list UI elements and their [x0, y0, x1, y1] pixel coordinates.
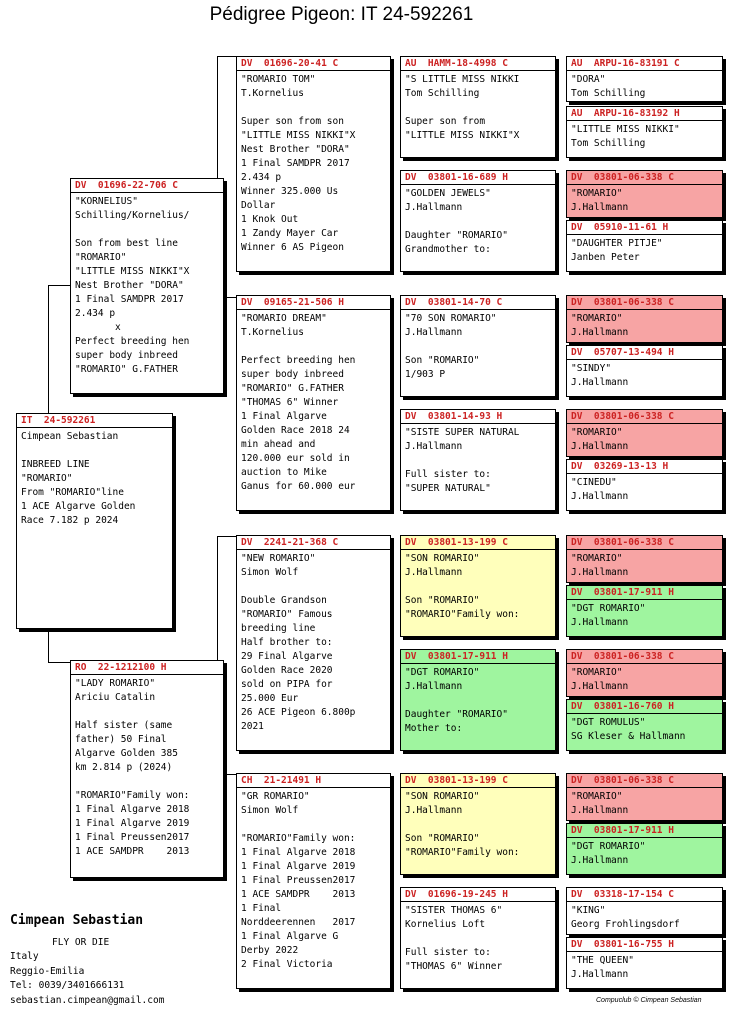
connector-line [217, 536, 236, 537]
pigeon-details: "ROMARIO" J.Hallmann [571, 427, 629, 452]
pigeon-card-ancestor[interactable] [566, 937, 723, 989]
ring-number: DV 03801-16-755 H [567, 938, 722, 952]
pigeon-card-grandparent[interactable] [236, 56, 391, 272]
page-title: Pédigree Pigeon: IT 24-592261 [209, 4, 474, 25]
ring-number: DV 05707-13-494 H [567, 346, 722, 360]
pigeon-card-ancestor[interactable] [566, 56, 723, 102]
ring-number: RO 22-1212100 H [71, 661, 223, 675]
pigeon-details: "ROMARIO TOM" T.Kornelius Super son from son "LITTLE MISS NIKKI"X Nest Brother "DORA" 1 Final SAMDPR 2017 2.434 p Winner 325.000 Us Dollar 1 Knok Out 1 Zandy Mayer Car Winner 6 AS Pigeon [241, 74, 356, 253]
ring-number: DV 03801-14-70 C [401, 296, 555, 310]
ring-number: DV 03801-16-689 H [401, 171, 555, 185]
pigeon-card-great-grandparent[interactable] [400, 887, 556, 989]
ring-number: DV 03801-17-911 H [567, 586, 722, 600]
pigeon-card-ancestor[interactable] [566, 170, 723, 218]
pigeon-details: "ROMARIO" J.Hallmann [571, 313, 629, 338]
ring-number: DV 03801-06-338 C [567, 410, 722, 424]
pigeon-card-ancestor[interactable] [566, 345, 723, 397]
ring-number: DV 01696-20-41 C [237, 57, 390, 71]
pigeon-card-ancestor[interactable] [566, 106, 723, 158]
pigeon-details: "DORA" Tom Schilling [571, 74, 646, 99]
pigeon-card-ancestor[interactable] [566, 220, 723, 272]
pigeon-card-ancestor[interactable] [566, 409, 723, 457]
ring-number: DV 2241-21-368 C [237, 536, 390, 550]
pigeon-card-ancestor[interactable] [566, 887, 723, 935]
pigeon-card-ancestor[interactable] [566, 823, 723, 875]
pigeon-card-grandparent[interactable] [236, 535, 391, 751]
ring-number: DV 03801-16-760 H [567, 700, 722, 714]
pigeon-card-grandparent[interactable] [236, 295, 391, 511]
pigeon-details: "ROMARIO" J.Hallmann [571, 667, 629, 692]
pigeon-card-ancestor[interactable] [566, 773, 723, 821]
pigeon-details: Cimpean Sebastian INBREED LINE "ROMARIO" From "ROMARIO"line 1 ACE Algarve Golden Race 7.182 p 2024 [21, 431, 136, 526]
pigeon-card-ancestor[interactable] [566, 585, 723, 637]
pigeon-details: "DAUGHTER PITJE" Janben Peter [571, 238, 663, 263]
pigeon-card-grandparent[interactable] [236, 773, 391, 989]
connector-line [217, 536, 218, 662]
pigeon-card-great-grandparent[interactable] [400, 409, 556, 511]
ring-number: DV 03801-06-338 C [567, 774, 722, 788]
connector-line [48, 662, 70, 663]
pigeon-details: "S LITTLE MISS NIKKI Tom Schilling Super son from "LITTLE MISS NIKKI"X [405, 74, 520, 141]
ring-number: DV 01696-19-245 H [401, 888, 555, 902]
pigeon-card-great-grandparent[interactable] [400, 295, 556, 397]
pigeon-card-ancestor[interactable] [566, 699, 723, 751]
pigeon-details: "THE QUEEN" J.Hallmann [571, 955, 634, 980]
connector-line [48, 285, 49, 413]
connector-line [48, 285, 70, 286]
pigeon-card-great-grandparent[interactable] [400, 535, 556, 637]
ring-number: DV 03801-06-338 C [567, 536, 722, 550]
pigeon-details: "KING" Georg Frohlingsdorf [571, 905, 680, 930]
pigeon-card-ancestor[interactable] [566, 295, 723, 343]
ring-number: DV 03801-13-199 C [401, 536, 555, 550]
ring-number: AU ARPU-16-83191 C [567, 57, 722, 71]
ring-number: DV 03801-17-911 H [567, 824, 722, 838]
pigeon-details: "NEW ROMARIO" Simon Wolf Double Grandson "ROMARIO" Famous breeding line Half brother to: 29 Final Algarve Golden Race 2020 sold on PIPA for 25.000 Eur 26 ACE Pigeon 6.800p 2021 [241, 553, 356, 732]
pigeon-details: "KORNELIUS" Schilling/Kornelius/ Son from best line "ROMARIO" "LITTLE MISS NIKKI"X Nest Brother "DORA" 1 Final SAMDPR 2017 2.434 p x Perfect breeding hen super body inbreed "ROMARIO" G.FATHER [75, 196, 190, 375]
ring-number: DV 01696-22-706 C [71, 179, 223, 193]
connector-line [48, 629, 49, 662]
pigeon-details: "DGT ROMARIO" J.Hallmann [571, 603, 646, 628]
ring-number: DV 03801-06-338 C [567, 171, 722, 185]
pigeon-card-great-grandparent[interactable] [400, 56, 556, 158]
ring-number: DV 09165-21-506 H [237, 296, 390, 310]
pigeon-details: "70 SON ROMARIO" J.Hallmann Son "ROMARIO" 1/903 P [405, 313, 497, 380]
ring-number: DV 03801-13-199 C [401, 774, 555, 788]
pigeon-details: "DGT ROMARIO" J.Hallmann [571, 841, 646, 866]
pigeon-details: "SINDY" J.Hallmann [571, 363, 629, 388]
connector-line [217, 56, 218, 178]
owner-contact: Italy Reggio-Emilia Tel: 0039/3401666131 sebastian.cimpean@gmail.com [10, 951, 165, 1006]
pigeon-details: "GR ROMARIO" Simon Wolf "ROMARIO"Family won: 1 Final Algarve 2018 1 Final Algarve 2019 1 Final Preussen2017 1 ACE SAMDPR 2013 1 Final Norddeerennen 2017 1 Final Algarve G Derby 2022 2 Final Victoria [241, 791, 356, 970]
pigeon-card-great-grandparent[interactable] [400, 773, 556, 875]
ring-number: DV 03801-06-338 C [567, 650, 722, 664]
pigeon-details: "DGT ROMARIO" J.Hallmann Daughter "ROMARIO" Mother to: [405, 667, 508, 734]
pigeon-details: "SON ROMARIO" J.Hallmann Son "ROMARIO" "ROMARIO"Family won: [405, 791, 520, 858]
ring-number: DV 03801-14-93 H [401, 410, 555, 424]
software-credit: Compuclub © Cimpean Sebastian [596, 997, 702, 1004]
pigeon-details: "CINEDU" J.Hallmann [571, 477, 629, 502]
pigeon-details: "DGT ROMULUS" SG Kleser & Hallmann [571, 717, 686, 742]
pigeon-card-ancestor[interactable] [566, 459, 723, 511]
pigeon-details: "SISTE SUPER NATURAL J.Hallmann Full sister to: "SUPER NATURAL" [405, 427, 520, 494]
ring-number: DV 03269-13-13 H [567, 460, 722, 474]
pigeon-details: "ROMARIO DREAM" T.Kornelius Perfect breeding hen super body inbreed "ROMARIO" G.FATHER "THOMAS 6" Winner 1 Final Algarve Golden Race 2018 24 min ahead and 120.000 eur sold in auction to Mike Ganus for 60.000 eur [241, 313, 356, 492]
pigeon-details: "ROMARIO" J.Hallmann [571, 553, 629, 578]
ring-number: DV 05910-11-61 H [567, 221, 722, 235]
ring-number: DV 03801-06-338 C [567, 296, 722, 310]
pigeon-details: "LADY ROMARIO" Ariciu Catalin Half sister (same father) 50 Final Algarve Golden 385 km 2.814 p (2024) "ROMARIO"Family won: 1 Final Algarve 2018 1 Final Algarve 2019 1 Final Preussen2017 1 ACE SAMDPR 2013 [75, 678, 190, 857]
pigeon-details: "SON ROMARIO" J.Hallmann Son "ROMARIO" "ROMARIO"Family won: [405, 553, 520, 620]
pigeon-card-great-grandparent[interactable] [400, 170, 556, 272]
pigeon-card-ancestor[interactable] [566, 535, 723, 583]
pigeon-card-great-grandparent[interactable] [400, 649, 556, 751]
pigeon-details: "ROMARIO" J.Hallmann [571, 188, 629, 213]
owner-motto: FLY OR DIE [52, 937, 110, 948]
pigeon-details: "GOLDEN JEWELS" J.Hallmann Daughter "ROMARIO" Grandmother to: [405, 188, 508, 255]
pigeon-card-father[interactable] [70, 178, 224, 394]
ring-number: AU HAMM-18-4998 C [401, 57, 555, 71]
ring-number: IT 24-592261 [17, 414, 172, 428]
pigeon-details: "SISTER THOMAS 6" Kornelius Loft Full sister to: "THOMAS 6" Winner [405, 905, 503, 972]
pigeon-card-ancestor[interactable] [566, 649, 723, 697]
ring-number: DV 03318-17-154 C [567, 888, 722, 902]
pigeon-card-mother[interactable] [70, 660, 224, 878]
ring-number: CH 21-21491 H [237, 774, 390, 788]
connector-line [217, 56, 236, 57]
ring-number: AU ARPU-16-83192 H [567, 107, 722, 121]
pigeon-card-main[interactable] [16, 413, 173, 629]
pigeon-details: "ROMARIO" J.Hallmann [571, 791, 629, 816]
owner-name: Cimpean Sebastian [10, 913, 144, 928]
ring-number: DV 03801-17-911 H [401, 650, 555, 664]
pigeon-details: "LITTLE MISS NIKKI" Tom Schilling [571, 124, 680, 149]
